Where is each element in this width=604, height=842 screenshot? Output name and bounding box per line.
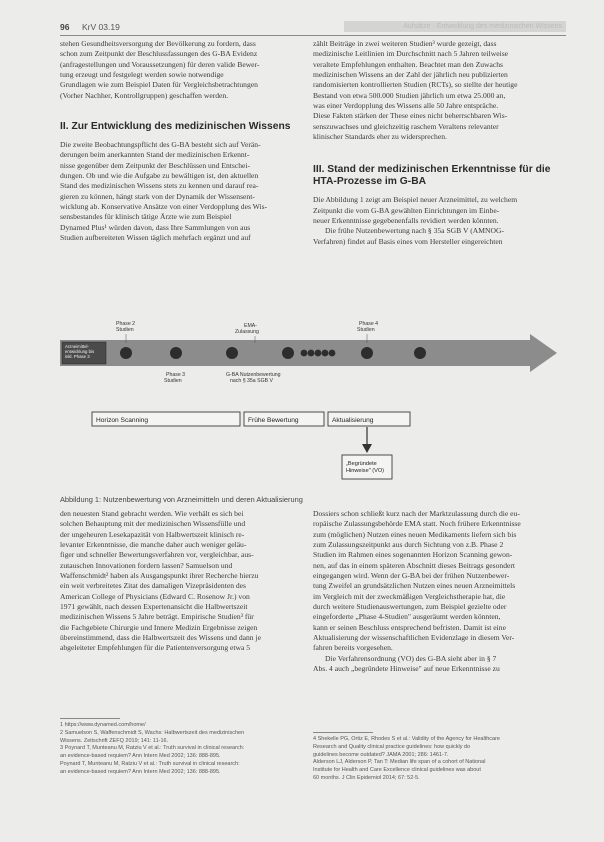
text-line: 1971 gewählt, nach dessen Expertenansicht die Halbwertszeit (60, 602, 248, 612)
text-line: American College of Physicians (Edward C. Rosenow Jr.) von (60, 591, 250, 601)
footnote-line: Institute for Health and Care Excellence clinical guidelines was about (313, 767, 481, 774)
text-line: zum (möglichen) Nutzen eines neuen Medikaments liefern sich bis (313, 529, 517, 539)
footnote-line: 1 https://www.dynamed.com/home/ (60, 722, 146, 728)
text-line: Zeitpunkt die vom G-BA gewählten Einrichtungen im Einbe- (313, 205, 500, 215)
label-phase3 (164, 372, 187, 384)
text-line: kann er seinen Beschluss entsprechend befristen. Damit ist eine (313, 622, 506, 632)
text-line: im Vergleich mit der zweckmäßigen Vergleichstherapie hat, die (313, 591, 506, 601)
text-line: Verfahren) findet auf Basis eines vom Hersteller eingereichten (313, 236, 503, 246)
figure-1 (60, 310, 566, 502)
text-line: klinischer Standards eher zu widersprechen. (313, 132, 447, 142)
text-line: medizinischen Wissens an der Zahl der jährlich neu publizierten (313, 70, 508, 80)
text-line: Die Abbildung 1 zeigt am Beispiel neuer Arzneimittel, zu welchem (313, 195, 518, 205)
footnote-line: an evidence-based requiem? Ann Intern Med 2002; 136: 888-895. (60, 753, 221, 760)
text-line: derungen beim anerkannten Stand der medizinischen Erkennt- (60, 150, 250, 160)
text-line: zutauschen Innovationen fordern lassen? Samuelson und (60, 560, 233, 570)
text-line: abgeleiteter Empfehlungen für die Patientenversorgung etwa 5 (60, 643, 251, 653)
justified-notices-box (342, 455, 392, 479)
box-line: Hinweise" (VO) (346, 468, 385, 474)
left-column-top (60, 39, 303, 244)
text-line: Dossiers schon schließt kurz nach der Marktzulassung durch die eu- (313, 509, 520, 518)
text-line: eingegangen wird. Wenn der G-BA bei der frühen Nutzenbewer- (313, 571, 510, 581)
text-line: durch weitere Studienauswertungen, zum Beispiel gezielte oder (313, 602, 507, 612)
footnote-line: Wissens. Zeitschrift ZEFQ 2019; 141: 11-16. (60, 737, 169, 744)
text-line: solchen Behauptung mit der medizinischen Wissensfülle und (60, 519, 246, 529)
bar-early-assessment-label: Frühe Bewertung (248, 417, 299, 424)
milestone-dot (282, 347, 294, 359)
text-line: übereinstimmend, dass die Halbwertszeit des Wissens und dann je (60, 633, 261, 643)
small-dot (308, 350, 315, 357)
figure-caption: Abbildung 1: Nutzenbewertung von Arzneimitteln und deren Aktualisierung (60, 495, 303, 504)
text-line: die Fachgebiete Chirurgie und Innere Medizin Ergebnisse zeigen (60, 622, 258, 632)
page-number: 96 (60, 22, 70, 32)
text-line: Studien im Rahmen eines sogenannten Horizon Scanning gewon- (313, 550, 513, 560)
label-phase4 (357, 321, 380, 333)
small-dot (315, 350, 322, 357)
milestone-dot (226, 347, 238, 359)
text-line: Dynamed Plus¹ würden davon, dass Ihre Sammlungen von aus (60, 222, 251, 232)
footnote-line: Research and Quality clinical practice guidelines: how quickly do (313, 743, 471, 750)
section-heading-iii-line2: HTA-Prozesse im G-BA (313, 176, 427, 188)
label-line: Studien (164, 378, 182, 384)
header-band: Aufsätze · Entwicklung des medizinischen Wissens (344, 21, 566, 32)
milestone-dot (120, 347, 132, 359)
text-line: zählt Beiträge in zwei weiteren Studien³ wurde gezeigt, dass (313, 39, 497, 48)
footnote-rule-right (313, 732, 373, 733)
right-column-top (313, 39, 566, 247)
footnote-line: 4 Shekelle PG, Ortiz E, Rhodes S et al.: Validity of the Agency for Healthcare (313, 736, 500, 742)
text-line: nen, auf das in einem späteren Abschnitt dieses Beitrags gesondert (313, 560, 516, 570)
box-line: entwicklung bis (65, 349, 95, 354)
text-line: dungen. Ob und wie die Aufgabe zu bewältigen ist, den aktuellen (60, 171, 259, 181)
footnotes-left (60, 722, 303, 777)
small-dot (329, 350, 336, 357)
section-heading-ii: II. Zur Entwicklung des medizinischen Wissens (60, 121, 291, 133)
footnote-line: guidelines become outdated? JAMA 2001; 286: 1461-7. (313, 751, 449, 758)
text-line: Diese Fakten stärken der These eines nicht beherrschbaren Wis- (313, 111, 508, 121)
text-line: zum Zulassungszeitpunkt aus durch Sichtung von z.B. Phase 2 (313, 540, 504, 550)
label-line: Studien (116, 327, 134, 333)
footnote-line: 2 Samuelson S, Waffenschmidt S, Wachs: Halbwertszeit des medizinischen (60, 729, 245, 736)
text-line: Abs. 4 auch „begründete Hinweise" auf neue Erkenntnisse zu (313, 664, 500, 674)
label-line: Phase 3 (166, 372, 186, 378)
text-line: (Vorher Nachher, Kontrollgruppen) geschaffen werden. (60, 90, 229, 100)
label-line: Phase 4 (359, 321, 379, 327)
footnote-rule-left (60, 718, 120, 719)
figure-diagram (60, 310, 566, 492)
footnote-line: an evidence-based requiem? Ann Intern Med 2002; 136: 888-895. (60, 768, 221, 775)
small-dot (301, 350, 308, 357)
right-top-paragraph (313, 39, 566, 142)
section-heading-iii-line1: III. Stand der medizinischen Erkenntnisse für die (313, 164, 551, 176)
text-line: nisse gegenüber dem Zeitpunkt der Beschlüssen und Entschei- (60, 160, 251, 170)
bar-horizon-scanning-label: Horizon Scanning (96, 417, 149, 424)
text-line: Die frühe Nutzenbewertung nach § 35a SGB V (AMNOG- (325, 226, 504, 236)
text-line: medizinischen Wissens 5 Jahre beträgt. Empirische Studien³ für (60, 612, 254, 622)
text-line: Studien aufbereiteten Wissen täglich mehrfach ergänzt und auf (60, 233, 251, 243)
text-line: levanter Erkenntnisse, die manche daher auch weniger geläu- (60, 540, 247, 550)
text-line: Bestand von etwa 500.000 Studien jährlich um etwa 25.000 an, (313, 90, 506, 100)
text-line: figer und schneller Bewertungsverfahren vor, vergleichbar, aus- (60, 550, 254, 560)
text-line: Die zweite Beobachtungspflicht des G-BA besteht sich auf Verän- (60, 140, 261, 150)
label-g-ba-assessment (226, 372, 282, 384)
journal-issue: KrV 03.19 (82, 22, 120, 32)
left-section-paragraph (60, 140, 303, 243)
text-line: ein weit verbreitetes Zitat des damaligen Vizepräsidenten des (60, 581, 247, 591)
down-arrow-head (362, 444, 372, 453)
text-line: was einer Verdopplung des Wissens alle 50 Jahre entspräche. (313, 101, 499, 111)
milestone-dot (414, 347, 426, 359)
text-line: veraltete Empfehlungen enthalten. Beachtet man den Zuwachs (313, 59, 503, 69)
label-line: nach § 35a SGB V (230, 378, 273, 384)
small-dot (322, 350, 329, 357)
footnote-line: Alderson LJ, Alderson P, Tan T: Median life span of a cohort of National (313, 759, 486, 766)
text-line: medizinische Leitlinien im Durchschnitt nach 5 Jahren teilweise (313, 49, 509, 59)
right-section-paragraph (313, 195, 566, 247)
text-line: wicklung ab. Konservative Ansätze von einer Verdopplung des Wis- (60, 202, 268, 212)
footnote-line: 3 Poynard T, Munteanu M, Ratziu V et al.: Truth survival in clinical research: (60, 745, 245, 752)
text-line: schon zum Zeitpunkt der Beschlussfassungen des G-BA Evidenz (60, 49, 258, 59)
text-line: tung erzeugt und festgelegt werden sowie notwendige (60, 70, 224, 80)
milestone-dot (170, 347, 182, 359)
right-column-bottom (313, 509, 566, 675)
box-line: „Begründete (346, 461, 377, 467)
label-ema (235, 323, 259, 335)
text-line: stehen Gesundheitsversorgung der Bevölkerung zu fordern, dass (60, 39, 256, 48)
text-line: fahren bereits vorgesehen. (313, 643, 393, 653)
running-header (60, 20, 566, 34)
box-line: Arzneimittel- (65, 344, 89, 349)
footnotes-right (313, 736, 566, 783)
label-phase2 (116, 321, 137, 333)
text-line: tung Zweifel an grundsätzlichen Nutzen eines neuen Arzneimittels (313, 581, 516, 591)
box-line: inkl. Phase 3 (65, 354, 90, 359)
text-line: der ungeheuren Lesekapazität von Halbwertszeit klinisch re- (60, 529, 245, 539)
label-line: Zulassung (235, 329, 259, 335)
left-top-paragraph (60, 39, 303, 101)
text-line: gieren zu können, hängt stark von der Dynamik der Wissensent- (60, 191, 255, 201)
text-line: (anfragestellungen und Voraussetzungen) für deren valide Bewer- (60, 59, 260, 69)
footnote-line: Poynard T, Munteanu M, Ratziu V et al.: Truth survival in clinical research: (60, 760, 240, 767)
label-line: EMA- (244, 323, 257, 329)
left-column-bottom (60, 509, 303, 654)
text-line: senszuwachses und gleichzeitig raschem Veraltens relevanter (313, 121, 499, 131)
text-line: Stand des medizinischen Wissens stets zu kennen und darauf rea- (60, 181, 259, 191)
bar-update-label: Aktualisierung (332, 417, 374, 424)
text-line: den neuesten Stand gebracht werden. Wie verhält es sich bei (60, 509, 244, 518)
text-line: Aktualisierung der wissenschaftlichen Evidenzlage in diesem Ver- (313, 633, 515, 643)
text-line: neuer Erkenntnisse gegebenenfalls revidiert werden könnten. (313, 216, 499, 226)
milestone-dot (361, 347, 373, 359)
text-line: eingeforderte „Phase 4-Studien" ausgeräumt werden könnten, (313, 612, 501, 622)
text-line: Die Verfahrensordnung (VO) des G-BA sieht aber in § 7 (325, 653, 497, 663)
label-line: Phase 2 (116, 321, 136, 327)
label-line: G-BA Nutzenbewertung (226, 372, 281, 378)
footnote-line: 60 months. J Clin Epidemiol 2014; 67: 52-5. (313, 774, 420, 781)
text-line: Grundlagen wie zum Beispiel Daten für Vergleichsbetrachtungen (60, 80, 258, 90)
label-line: Studien (357, 327, 375, 333)
header-rule (60, 35, 566, 36)
text-line: sensbestandes für klinisch tätige Ärzte wie zum Beispiel (60, 212, 232, 222)
text-line: Waffenschmidt² haben als Ausgangspunkt ihrer Recherche hierzu (60, 571, 259, 581)
text-line: randomisierten kontrollierten Studien (RCTs), so stellte der heutige (313, 80, 518, 90)
text-line: ropäische Zulassungsbehörde EMA statt. Noch frühere Erkenntnisse (313, 519, 521, 529)
